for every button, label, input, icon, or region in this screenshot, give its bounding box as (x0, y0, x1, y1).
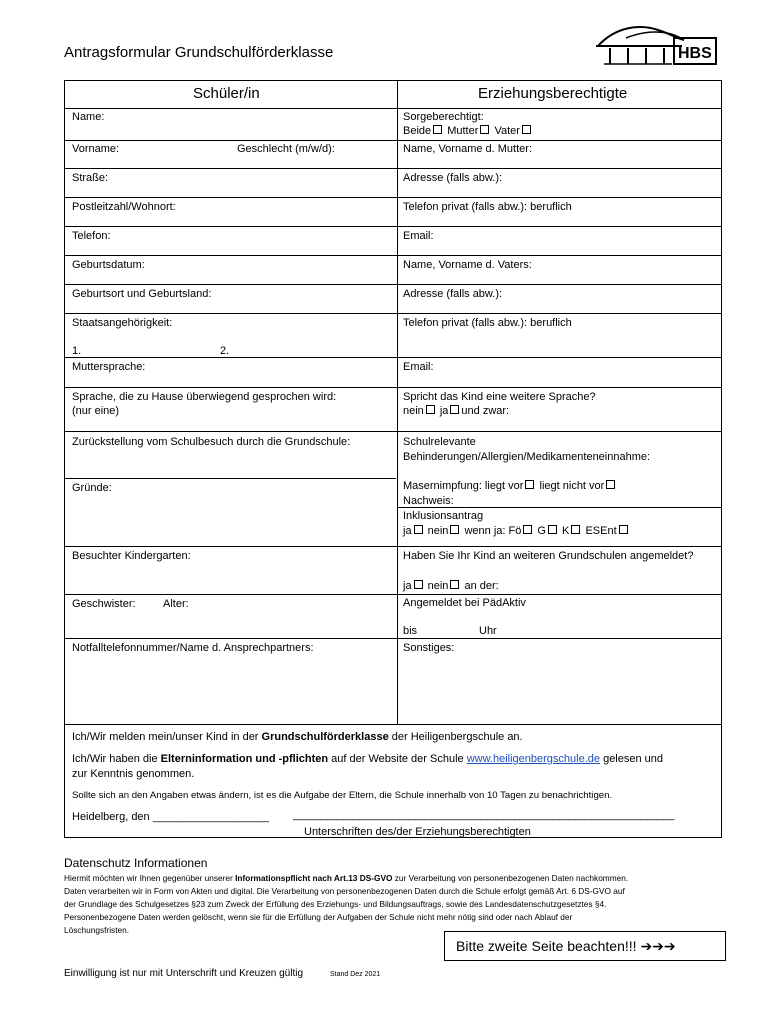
weitere-grundschulen-options: ja nein an der: (403, 580, 499, 592)
declaration-info-cont: zur Kenntnis genommen. (72, 768, 195, 780)
field-geschlecht: Geschlecht (m/w/d): (237, 143, 335, 155)
header-guardians: Erziehungsberechtigte (478, 85, 628, 102)
field-weitere-grundschulen: Haben Sie Ihr Kind an weiteren Grundschulen angemeldet? (403, 550, 694, 562)
field-sonstiges: Sonstiges: (403, 642, 455, 654)
checkbox-inkl-nein[interactable] (450, 525, 459, 534)
checkbox-k[interactable] (571, 525, 580, 534)
signature-caption: Unterschriften des/der Erziehungsberechtigten (304, 826, 531, 838)
field-staatsangehoerigkeit: Staatsangehörigkeit: (72, 317, 173, 329)
declaration-register: Ich/Wir melden mein/unser Kind in der Grundschulförderklasse der Heiligenbergschule an. (72, 731, 523, 743)
field-sorgeberechtigt: Sorgeberechtigt: (403, 111, 484, 123)
footer-consent: Einwilligung ist nur mit Unterschrift und Kreuzen gültig (64, 968, 303, 979)
field-paed-bis: bis (403, 625, 418, 637)
column-divider (397, 81, 398, 724)
declaration-changes: Sollte sich an den Angaben etwas ändern, ist es die Aufgabe der Eltern, die Schule innerhalb von 10 Tagen zu benachrichtigen. (72, 790, 613, 801)
field-staat-1: 1. (72, 345, 82, 357)
header-student: Schüler/in (193, 85, 260, 102)
field-kindergarten: Besuchter Kindergarten: (72, 550, 191, 562)
field-paed-uhr: Uhr (479, 625, 497, 637)
signature-line[interactable]: _____________________________________________________________________ (293, 809, 674, 821)
field-nachweis: Nachweis: (403, 495, 454, 507)
checkbox-masern-vor[interactable] (525, 480, 534, 489)
second-page-note: Bitte zweite Seite beachten!!! ➔➔➔ (444, 931, 726, 961)
field-name-vater: Name, Vorname d. Vaters: (403, 259, 532, 271)
checkbox-vater[interactable] (522, 125, 531, 134)
field-adresse-vater: Adresse (falls abw.): (403, 288, 503, 300)
privacy-line-1: Hiermit möchten wir Ihnen gegenüber unserer Informationspflicht nach Art.13 DS-GVO zur Verarbeitung von personenbezogenen Daten nachkommen. (64, 873, 629, 883)
field-vorname: Vorname: (72, 143, 120, 155)
field-telefon: Telefon: (72, 230, 111, 242)
field-alter: Alter: (163, 598, 189, 610)
document-title: Antragsformular Grundschulförderklasse (64, 44, 334, 61)
field-plz: Postleitzahl/Wohnort: (72, 201, 176, 213)
field-inklusionsantrag: Inklusionsantrag (403, 510, 484, 522)
field-geburtsort: Geburtsort und Geburtsland: (72, 288, 212, 300)
field-schulrelevante: Schulrelevante (403, 436, 476, 448)
logo-text: HBS (678, 45, 712, 62)
privacy-line-2: Daten verarbeiten wir in Form von Akten und digital. Die Verarbeitung von personenbezogenen Daten durch die Schule erfolgt gemäß Art. 6 DS-GVO auf (64, 886, 625, 896)
checkbox-weitere-nein[interactable] (450, 580, 459, 589)
checkbox-mutter[interactable] (480, 125, 489, 134)
privacy-line-4: Personenbezogene Daten werden gelöscht, wenn sie für die Erfüllung der Aufgaben der Schule nicht mehr nötig sind oder nach Ablauf der (64, 912, 573, 922)
checkbox-inkl-ja[interactable] (414, 525, 423, 534)
privacy-line-5: Löschungsfristen. (64, 925, 130, 935)
field-zurueckstellung: Zurückstellung vom Schulbesuch durch die Grundschule: (72, 436, 351, 448)
field-muttersprache: Muttersprache: (72, 361, 146, 373)
checkbox-sprache-nein[interactable] (426, 405, 435, 414)
field-paedaktiv: Angemeldet bei PädAktiv (403, 597, 526, 609)
field-strasse: Straße: (72, 172, 109, 184)
field-email-mutter: Email: (403, 230, 434, 242)
checkbox-sprache-ja[interactable] (450, 405, 459, 414)
checkbox-masern-nicht[interactable] (606, 480, 615, 489)
checkbox-esent[interactable] (619, 525, 628, 534)
inklusion-options: ja nein wenn ja: Fö G K ESEnt (403, 524, 630, 538)
field-name: Name: (72, 111, 105, 123)
field-gruende: Gründe: (72, 482, 112, 494)
field-staat-2: 2. (220, 345, 230, 357)
checkbox-foe[interactable] (523, 525, 532, 534)
field-geburtsdatum: Geburtsdatum: (72, 259, 145, 271)
field-geschwister: Geschwister: (72, 598, 136, 610)
footer-version: Stand Dez 2021 (330, 971, 381, 978)
checkbox-beide[interactable] (433, 125, 442, 134)
declaration-info: Ich/Wir haben die Elterninformation und -pflichten auf der Website der Schule www.heiligenbergschule.de gelesen und (72, 753, 664, 765)
privacy-title: Datenschutz Informationen (64, 856, 208, 870)
school-logo (596, 16, 720, 68)
masern-options: Masernimpfung: liegt vor liegt nicht vor (403, 479, 617, 493)
field-sprache-zuhause: Sprache, die zu Hause überwiegend gesprochen wird: (72, 391, 337, 403)
application-form (64, 80, 722, 838)
field-notfall: Notfalltelefonnummer/Name d. Ansprechpartners: (72, 642, 314, 654)
checkbox-weitere-ja[interactable] (414, 580, 423, 589)
field-adresse-mutter: Adresse (falls abw.): (403, 172, 503, 184)
weitere-sprache-options: nein ja und zwar: (403, 405, 510, 417)
field-telefon-vater: Telefon privat (falls abw.): beruflich (403, 317, 572, 329)
checkbox-g[interactable] (548, 525, 557, 534)
field-name-mutter: Name, Vorname d. Mutter: (403, 143, 532, 155)
school-website-link[interactable]: www.heiligenbergschule.de (466, 753, 601, 765)
field-weitere-sprache: Spricht das Kind eine weitere Sprache? (403, 391, 596, 403)
field-sprache-hint: (nur eine) (72, 405, 120, 417)
sorge-options: Beide Mutter Vater (403, 124, 533, 138)
field-behinderungen: Behinderungen/Allergien/Medikamenteneinnahme: (403, 451, 651, 463)
field-telefon-mutter: Telefon privat (falls abw.): beruflich (403, 201, 572, 213)
signature-place-date[interactable]: Heidelberg, den ___________________ (72, 811, 269, 823)
privacy-line-3: der Grundlage des Schulgesetzes §23 zum Zweck der Erfüllung des Erziehungs- und Bildungsauftrags, sowie des Landesdatenschutzgesetztes §4. (64, 899, 607, 909)
field-email-vater: Email: (403, 361, 434, 373)
